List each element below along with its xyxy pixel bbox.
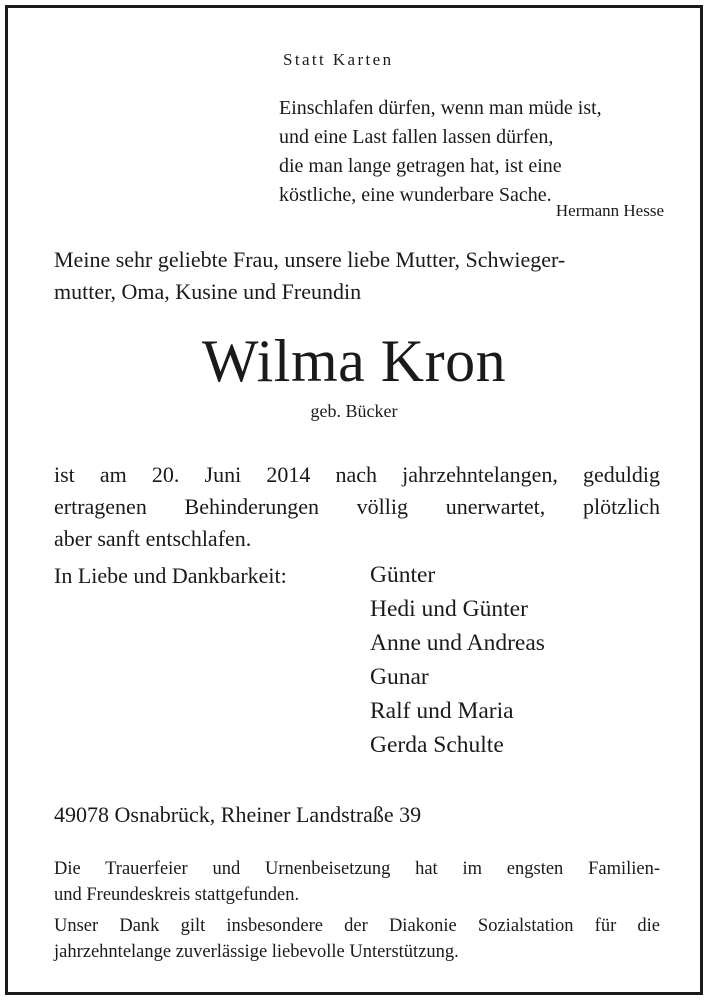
intro-text xyxy=(54,244,662,308)
mourners-label: In Liebe und Dankbarkeit: xyxy=(54,563,287,588)
thanks-note xyxy=(54,913,660,965)
mourner-name: Hedi und Günter xyxy=(370,596,528,622)
intro-line: Meine sehr geliebte Frau, unsere liebe Mutter, Schwieger- xyxy=(54,247,566,272)
obituary-content xyxy=(8,8,700,992)
birth-name: geb. Bücker xyxy=(310,401,398,421)
message-line: aber sanft entschlafen. xyxy=(54,526,252,551)
intro-line: mutter, Oma, Kusine und Freundin xyxy=(54,279,362,304)
family-address: 49078 Osnabrück, Rheiner Landstraße 39 xyxy=(54,802,422,827)
hesse-quote xyxy=(279,94,665,210)
note-line: Unser Dank gilt insbesondere der Diakonie Sozialstation für die xyxy=(54,916,660,936)
note-line: jahrzehntelange zuverlässige liebevolle Unterstützung. xyxy=(54,942,459,962)
quote-author: Hermann Hesse xyxy=(555,201,664,220)
message-line: ertragenen Behinderungen völlig unerwartet, plötzlich xyxy=(54,494,660,519)
death-message xyxy=(54,459,660,555)
quote-line: und eine Last fallen lassen dürfen, xyxy=(279,126,554,148)
note-line: Die Trauerfeier und Urnenbeisetzung hat im engsten Familien- xyxy=(54,859,660,879)
mourner-name: Anne und Andreas xyxy=(370,630,545,656)
mourner-name: Günter xyxy=(370,562,436,588)
quote-line: köstliche, eine wunderbare Sache. xyxy=(279,184,552,206)
statt-karten-heading: Statt Karten xyxy=(283,50,394,69)
message-line: ist am 20. Juni 2014 nach jahrzehntelangen, geduldig xyxy=(54,462,660,487)
quote-line: die man lange getragen hat, ist eine xyxy=(279,155,562,177)
note-line: und Freundeskreis stattgefunden. xyxy=(54,885,300,905)
mourner-name: Gerda Schulte xyxy=(370,732,504,758)
funeral-note xyxy=(54,856,660,908)
quote-line: Einschlafen dürfen, wenn man müde ist, xyxy=(279,97,602,119)
obituary-frame xyxy=(5,5,703,995)
mourners-list xyxy=(370,558,545,762)
mourner-name: Gunar xyxy=(370,664,429,690)
deceased-name: Wilma Kron xyxy=(201,328,507,394)
mourner-name: Ralf und Maria xyxy=(370,698,514,724)
